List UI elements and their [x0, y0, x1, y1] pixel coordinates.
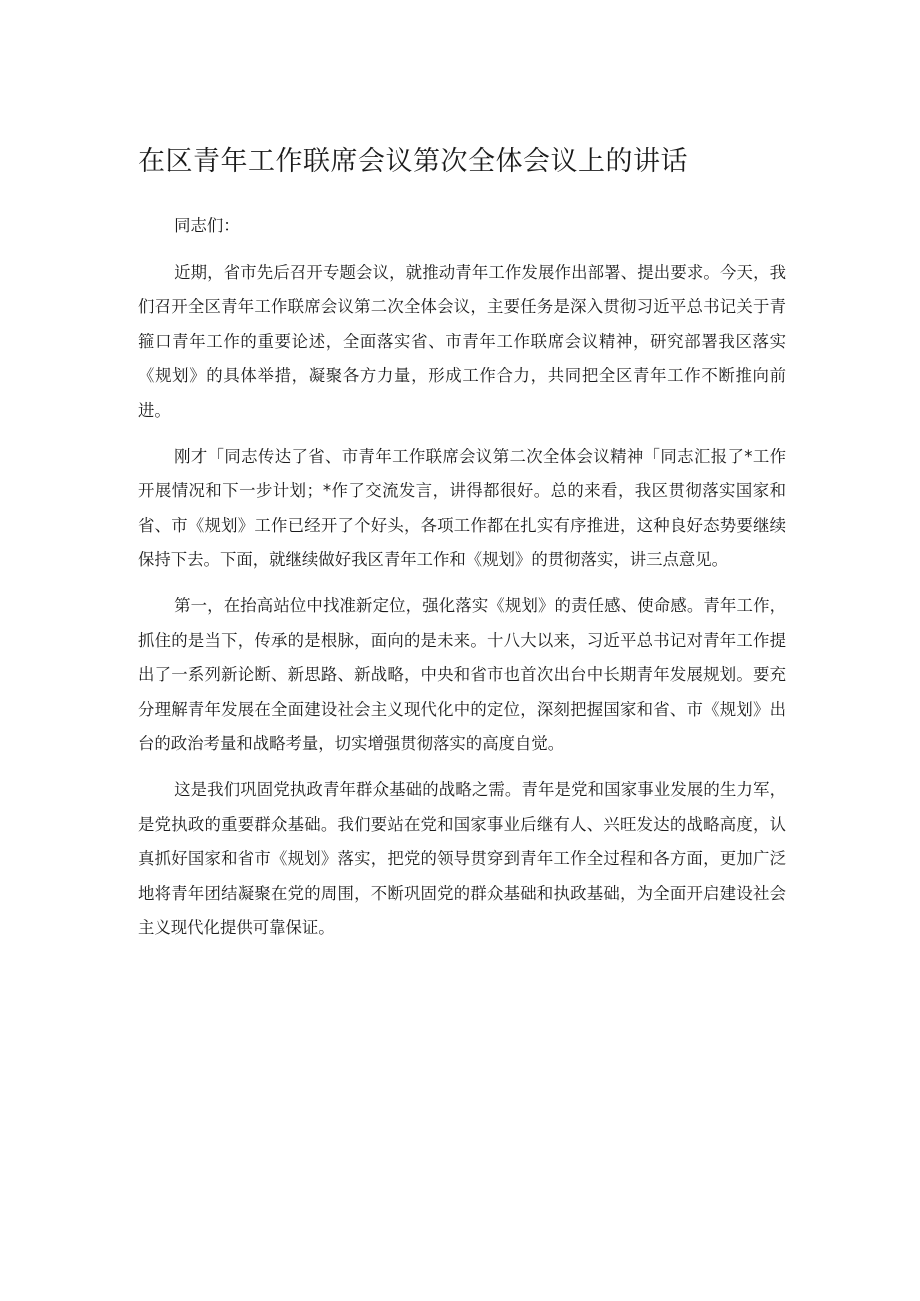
document-title: 在区青年工作联席会议第次全体会议上的讲话: [138, 146, 688, 177]
document-body: [138, 209, 786, 957]
paragraph-2: 刚才「同志传达了省、市青年工作联席会议第二次全体会议精神「同志汇报了*工作开展情况和下一步计划；*作了交流发言，讲得都很好。总的来看，我区贯彻落实国家和省、市《规划》工作已经开了个好头，各项工作都在扎实有序推进，这种良好态势要继续保持下去。下面，就继续做好我区青年工作和《规划》的贯彻落实，讲三点意见。: [138, 446, 786, 570]
salutation: 同志们：: [174, 216, 240, 235]
paragraph-1: 近期，省市先后召开专题会议，就推动青年工作发展作出部署、提出要求。今天，我们召开全区青年工作联席会议第二次全体会议，主要任务是深入贯彻习近平总书记关于青箍口青年工作的重要论述，全面落实省、市青年工作联席会议精神，研究部署我区落实《规划》的具体举措，凝聚各方力量，形成工作合力，共同把全区青年工作不断推向前进。: [138, 262, 786, 420]
paragraph-3: 第一，在抬高站位中找准新定位，强化落实《规划》的责任感、使命感。青年工作，抓住的是当下，传承的是根脉，面向的是未来。十八大以来，习近平总书记对青年工作提出了一系列新论断、新思路、新战略，中央和省市也首次出台中长期青年发展规划。要充分理解青年发展在全面建设社会主义现代化中的定位，深刻把握国家和省、市《规划》出台的政治考量和战略考量，切实增强贯彻落实的高度自觉。: [138, 595, 786, 754]
paragraph-4: 这是我们巩固党执政青年群众基础的战略之需。青年是党和国家事业发展的生力军，是党执政的重要群众基础。我们要站在党和国家事业后继有人、兴旺发达的战略高度，认真抓好国家和省市《规划》落实，把党的领导贯穿到青年工作全过程和各方面，更加广泛地将青年团结凝聚在党的周围，不断巩固党的群众基础和执政基础，为全面开启建设社会主义现代化提供可靠保证。: [138, 779, 786, 938]
